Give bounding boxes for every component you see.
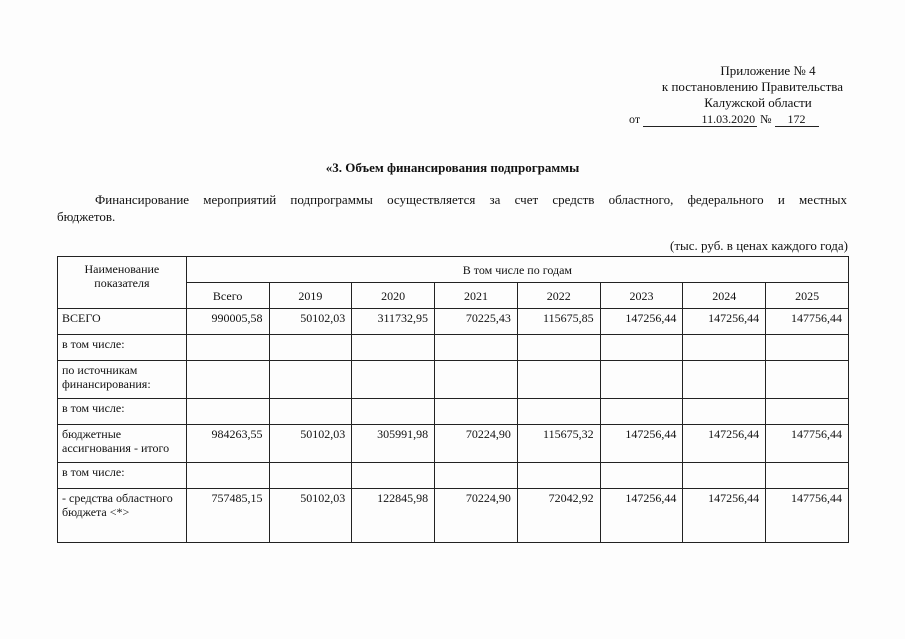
- table-cell: 990005,58: [186, 309, 269, 335]
- table-cell: [683, 399, 766, 425]
- header-year: 2024: [683, 283, 766, 309]
- table-cell: [517, 361, 600, 399]
- table-cell: 70225,43: [435, 309, 518, 335]
- table-cell: 147256,44: [600, 425, 683, 463]
- table-cell: [435, 335, 518, 361]
- table-cell: 147256,44: [683, 425, 766, 463]
- table-cell: [683, 463, 766, 489]
- table-cell: [517, 335, 600, 361]
- number-label: №: [760, 112, 772, 126]
- table-cell: [435, 361, 518, 399]
- appendix-header: [629, 63, 843, 127]
- table-cell: [600, 335, 683, 361]
- resolution-date: 11.03.2020: [643, 113, 757, 127]
- table-cell: [517, 399, 600, 425]
- header-year: 2025: [766, 283, 849, 309]
- table-cell: [352, 399, 435, 425]
- header-by-years: В том числе по годам: [186, 257, 848, 283]
- table-row: [58, 425, 849, 463]
- table-cell: 147756,44: [766, 309, 849, 335]
- table-cell: 305991,98: [352, 425, 435, 463]
- row-label: - средства областного бюджета <*>: [58, 489, 187, 543]
- header-year: 2022: [517, 283, 600, 309]
- table-cell: 147256,44: [683, 309, 766, 335]
- header-year: 2020: [352, 283, 435, 309]
- row-label: по источникам финансирования:: [58, 361, 187, 399]
- table-row: [58, 309, 849, 335]
- table-row: [58, 335, 849, 361]
- table-cell: 50102,03: [269, 425, 352, 463]
- table-cell: 72042,92: [517, 489, 600, 543]
- table-cell: 147256,44: [683, 489, 766, 543]
- table-cell: [517, 463, 600, 489]
- table-cell: 70224,90: [435, 425, 518, 463]
- table-cell: [186, 361, 269, 399]
- table-row: [58, 399, 849, 425]
- table-cell: 50102,03: [269, 309, 352, 335]
- table-cell: 147256,44: [600, 309, 683, 335]
- table-cell: [269, 463, 352, 489]
- table-cell: [186, 335, 269, 361]
- table-cell: [352, 463, 435, 489]
- table-cell: [186, 399, 269, 425]
- header-year: 2019: [269, 283, 352, 309]
- table-cell: 122845,98: [352, 489, 435, 543]
- financing-table: [57, 256, 849, 543]
- table-cell: [600, 463, 683, 489]
- units-note: (тыс. руб. в ценах каждого года): [670, 238, 848, 253]
- table-cell: 147756,44: [766, 489, 849, 543]
- appendix-resolution: к постановлению Правительства: [661, 79, 843, 94]
- table-cell: 115675,32: [517, 425, 600, 463]
- table-cell: 147256,44: [600, 489, 683, 543]
- row-label: в том числе:: [58, 463, 187, 489]
- appendix-region: Калужской области: [704, 95, 812, 110]
- table-cell: 147756,44: [766, 425, 849, 463]
- header-indicator-name: Наименование показателя: [58, 257, 187, 309]
- header-year: 2021: [435, 283, 518, 309]
- table-cell: [683, 361, 766, 399]
- table-cell: 311732,95: [352, 309, 435, 335]
- header-total: Всего: [186, 283, 269, 309]
- table-cell: [766, 399, 849, 425]
- table-cell: [269, 361, 352, 399]
- appendix-date-line: [629, 111, 843, 127]
- table-cell: [766, 361, 849, 399]
- table-cell: [435, 463, 518, 489]
- table-row: [58, 463, 849, 489]
- row-label: бюджетные ассигнования - итого: [58, 425, 187, 463]
- table-cell: [600, 399, 683, 425]
- header-year: 2023: [600, 283, 683, 309]
- table-cell: [683, 335, 766, 361]
- section-title: «3. Объем финансирования подпрограммы: [325, 160, 580, 175]
- appendix-title: Приложение № 4: [720, 63, 816, 78]
- table-cell: [435, 399, 518, 425]
- table-cell: 984263,55: [186, 425, 269, 463]
- table-cell: 757485,15: [186, 489, 269, 543]
- from-label: от: [629, 112, 641, 126]
- row-label: в том числе:: [58, 335, 187, 361]
- table-cell: [269, 335, 352, 361]
- table-cell: 70224,90: [435, 489, 518, 543]
- table-cell: 115675,85: [517, 309, 600, 335]
- resolution-number: 172: [775, 113, 819, 127]
- table-cell: [269, 399, 352, 425]
- table-cell: 50102,03: [269, 489, 352, 543]
- table-cell: [352, 361, 435, 399]
- table-cell: [352, 335, 435, 361]
- row-label: в том числе:: [58, 399, 187, 425]
- table-cell: [766, 335, 849, 361]
- table-row: [58, 361, 849, 399]
- table-cell: [766, 463, 849, 489]
- table-row: [58, 489, 849, 543]
- table-cell: [600, 361, 683, 399]
- table-cell: [186, 463, 269, 489]
- financing-paragraph: Финансирование мероприятий подпрограммы осуществляется за счет средств областного, федерального и местных бюджетов.: [57, 192, 847, 224]
- row-label: ВСЕГО: [58, 309, 187, 335]
